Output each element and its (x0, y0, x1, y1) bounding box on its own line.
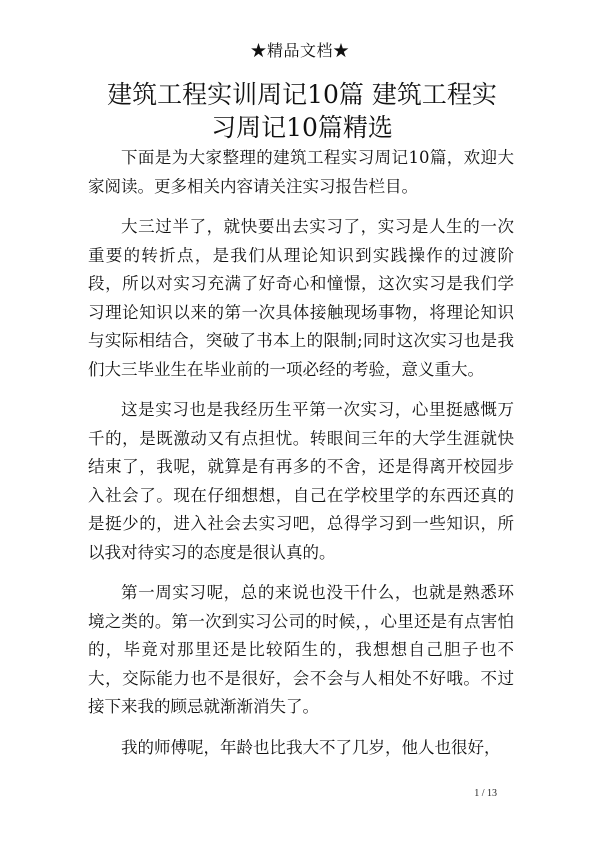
document-body (88, 144, 514, 774)
paragraph-2: 大三过半了，就快要出去实习了，实习是人生的一次重要的转折点，是我们从理论知识到实践操作的过渡阶段，所以对实习充满了好奇心和憧憬，这次实习是我们学习理论知识以来的第一次具体接触现场事物，将理论知识与实际相结合，突破了书本上的限制;同时这次实习也是我们大三毕业生在毕业前的一项必经的考验，意义重大。 (88, 217, 514, 379)
document-title: 建筑工程实训周记10篇 建筑工程实习周记10篇精选 (107, 80, 497, 142)
page-number: 1 / 13 (474, 788, 497, 799)
paragraph-intro: 下面是为大家整理的建筑工程实习周记10篇，欢迎大家阅读。更多相关内容请关注实习报告栏目。 (88, 148, 514, 196)
document-header: ★精品文档★ (250, 41, 350, 60)
paragraph-3: 这是实习也是我经历生平第一次实习，心里挺感慨万千的，是既激动又有点担忧。转眼间三年的大学生涯就快结束了，我呢，就算是有再多的不舍，还是得离开校园步入社会了。现在仔细想想，自己在学校里学的东西还真的是挺少的，进入社会去实习吧，总得学习到一些知识，所以我对待实习的态度是很认真的。 (88, 400, 514, 562)
paragraph-4: 第一周实习呢，总的来说也没干什么，也就是熟悉环境之类的。第一次到实习公司的时候，，心里还是有点害怕的，毕竟对那里还是比较陌生的，我想想自己胆子也不大，交际能力也不是很好，会不会与人相处不好哦。不过接下来我的顾忌就渐渐消失了。 (88, 583, 514, 716)
paragraph-5: 我的师傅呢，年龄也比我大不了几岁，他人也很好， (121, 737, 501, 757)
